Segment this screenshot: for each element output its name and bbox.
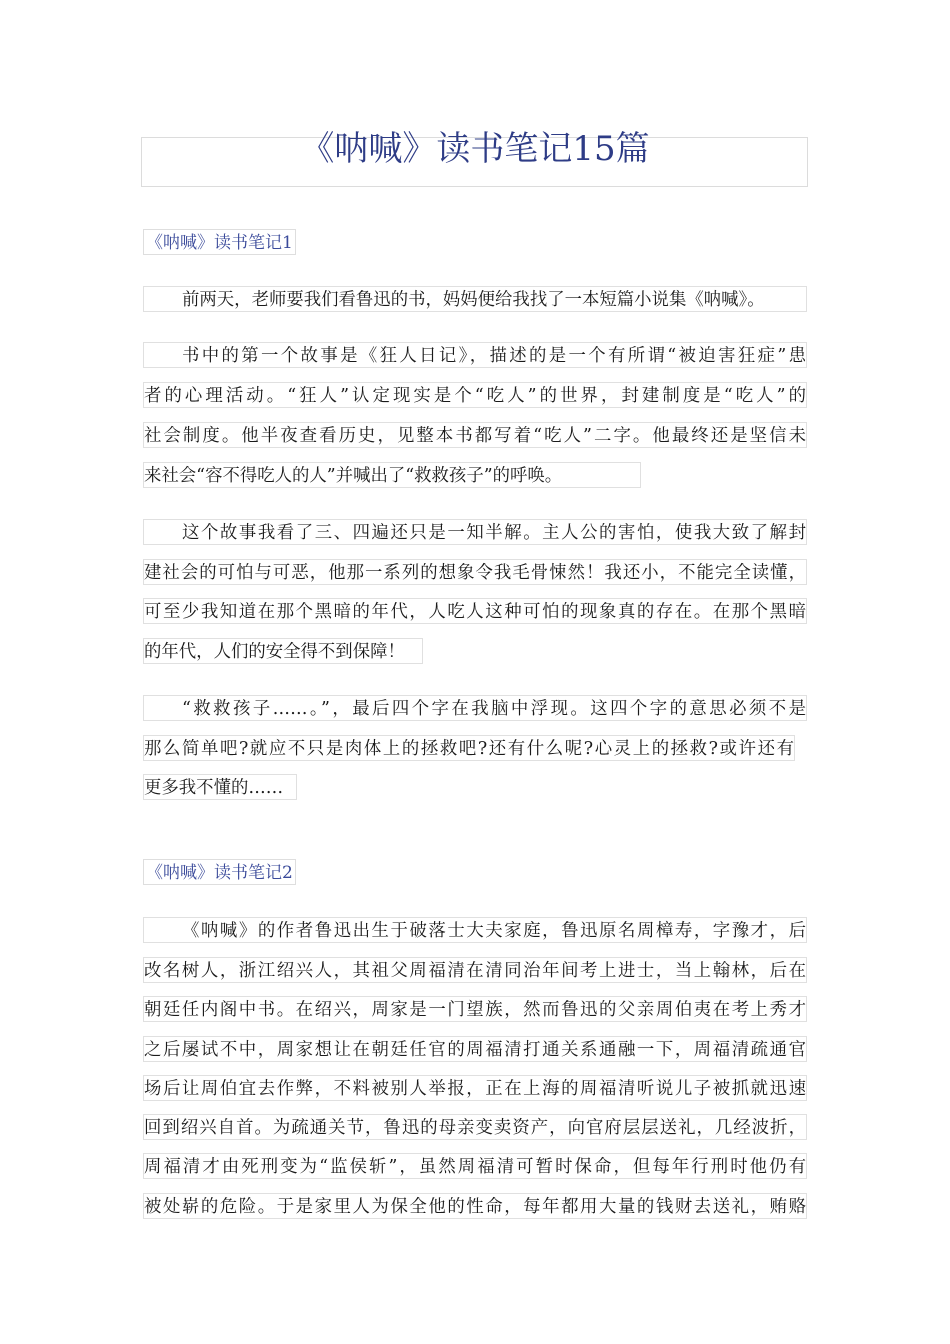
paragraph-line: 书中的第一个故事是《狂人日记》，描述的是一个有所谓“被迫害狂症”患 — [143, 342, 807, 368]
paragraph-line: 场后让周伯宜去作弊，不料被别人举报，正在上海的周福清听说儿子被抓就迅速 — [143, 1075, 807, 1101]
document-title: 《呐喊》读书笔记15篇 — [300, 129, 650, 169]
section-heading-2: 《呐喊》读书笔记2 — [143, 859, 296, 885]
paragraph-line: 建社会的可怕与可恶，他那一系列的想象令我毛骨悚然！我还小，不能完全读懂， — [143, 559, 807, 585]
paragraph-line: “救救孩子……。”，最后四个字在我脑中浮现。这四个字的意思必须不是 — [143, 695, 807, 721]
paragraph-line: 更多我不懂的…… — [143, 774, 297, 800]
paragraph-line: 那么简单吧?就应不只是肉体上的拯救吧?还有什么呢?心灵上的拯救?或许还有 — [143, 735, 795, 761]
paragraph-line: 回到绍兴自首。为疏通关节，鲁迅的母亲变卖资产，向官府层层送礼，几经波折， — [143, 1114, 807, 1140]
paragraph-line: 的年代，人们的安全得不到保障！ — [143, 638, 423, 664]
paragraph-line: 改名树人，浙江绍兴人，其祖父周福清在清同治年间考上进士，当上翰林，后在 — [143, 957, 807, 983]
paragraph-line: 朝廷任内阁中书。在绍兴，周家是一门望族，然而鲁迅的父亲周伯夷在考上秀才 — [143, 996, 807, 1022]
paragraph-line: 周福清才由死刑变为“监侯斩”，虽然周福清可暂时保命，但每年行刑时他仍有 — [143, 1153, 807, 1179]
paragraph-line: 者的心理活动。“狂人”认定现实是个“吃人”的世界，封建制度是“吃人”的 — [143, 382, 807, 408]
section-heading-1: 《呐喊》读书笔记1 — [143, 229, 296, 255]
paragraph-line: 之后屡试不中，周家想让在朝廷任官的周福清打通关系通融一下，周福清疏通官 — [143, 1036, 807, 1062]
paragraph-line: 可至少我知道在那个黑暗的年代，人吃人这种可怕的现象真的存在。在那个黑暗 — [143, 598, 807, 624]
paragraph-line: 社会制度。他半夜查看历史，见整本书都写着“吃人”二字。他最终还是坚信未 — [143, 422, 807, 448]
paragraph-line: 来社会“容不得吃人的人”并喊出了“救救孩子”的呼唤。 — [143, 462, 641, 488]
paragraph-line: 被处崭的危险。于是家里人为保全他的性命，每年都用大量的钱财去送礼，贿赂 — [143, 1193, 807, 1219]
paragraph-line: 前两天，老师要我们看鲁迅的书，妈妈便给我找了一本短篇小说集《呐喊》。 — [143, 286, 807, 312]
paragraph-line: 这个故事我看了三、四遍还只是一知半解。主人公的害怕，使我大致了解封 — [143, 519, 807, 545]
paragraph-line: 《呐喊》的作者鲁迅出生于破落士大夫家庭，鲁迅原名周樟寿，字豫才，后 — [143, 917, 807, 943]
